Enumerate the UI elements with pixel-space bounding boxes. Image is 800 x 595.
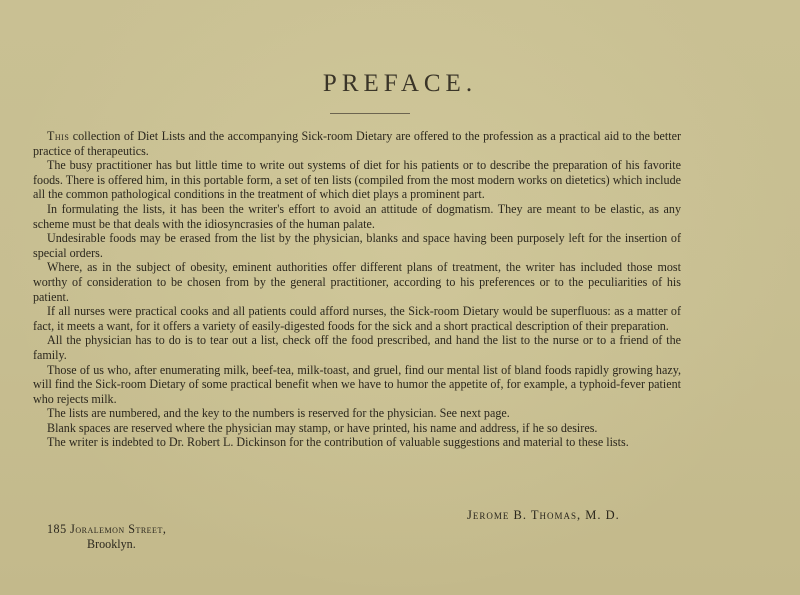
preface-body <box>33 129 681 450</box>
paragraph: The busy practitioner has but little time to write out systems of diet for his patients or to describe the preparation of his favorite foods. There is offered him, in this portable form, a set of ten lists (compiled from the most modern works on dietetics) which include all the common pathological conditions in the treatment of which diet plays a prominent part. <box>33 158 681 202</box>
paragraph-text: collection of Diet Lists and the accompanying Sick-room Dietary are offered to the profession as a practical aid to the better practice of therapeutics. <box>33 129 681 158</box>
author-address <box>47 522 166 552</box>
paragraph: The writer is indebted to Dr. Robert L. Dickinson for the contribution of valuable suggestions and material to these lists. <box>47 435 629 450</box>
page-title: PREFACE. <box>322 70 478 97</box>
address-city: Brooklyn. <box>87 537 136 551</box>
paragraph: In formulating the lists, it has been the writer's effort to avoid an attitude of dogmatism. They are meant to be elastic, as any scheme must be that deals with the idiosyncrasies of the human palate. <box>33 201 681 231</box>
paragraph: Those of us who, after enumerating milk, beef-tea, milk-toast, and gruel, find our mental list of bland foods rapidly growing hazy, will find the Sick-room Dietary of some practical benefit when we have to humor the appetite of, for example, a typhoid-fever patient who rejects milk. <box>33 362 681 406</box>
paragraph: Undesirable foods may be erased from the list by the physician, blanks and space having been purposely left for the insertion of special orders. <box>33 231 681 260</box>
paragraph: All the physician has to do is to tear out a list, check off the food prescribed, and hand the list to the nurse or to a friend of the family. <box>33 333 681 362</box>
paragraph: Where, as in the subject of obesity, eminent authorities offer different plans of treatment, the writer has included those most worthy of consideration to be chosen from by the general practitioner, according to his preferences or to the peculiarities of his patient. <box>33 260 681 304</box>
paragraph: If all nurses were practical cooks and all patients could afford nurses, the Sick-room Dietary would be superfluous: as a matter of fact, it meets a want, for it offers a variety of easily-digested foods for the sick and a short practical description of their preparation. <box>33 304 681 333</box>
paragraph: The lists are numbered, and the key to the numbers is reserved for the physician. See next page. <box>47 406 510 421</box>
paragraph: Blank spaces are reserved where the physician may stamp, or have printed, his name and address, if he so desires. <box>47 420 598 435</box>
address-street: 185 Joralemon Street, <box>47 522 167 536</box>
title-divider <box>330 113 410 114</box>
paragraph <box>33 129 681 158</box>
paragraph-lead: This <box>47 129 70 143</box>
author-signature: Jerome B. Thomas, M. D. <box>467 508 620 522</box>
